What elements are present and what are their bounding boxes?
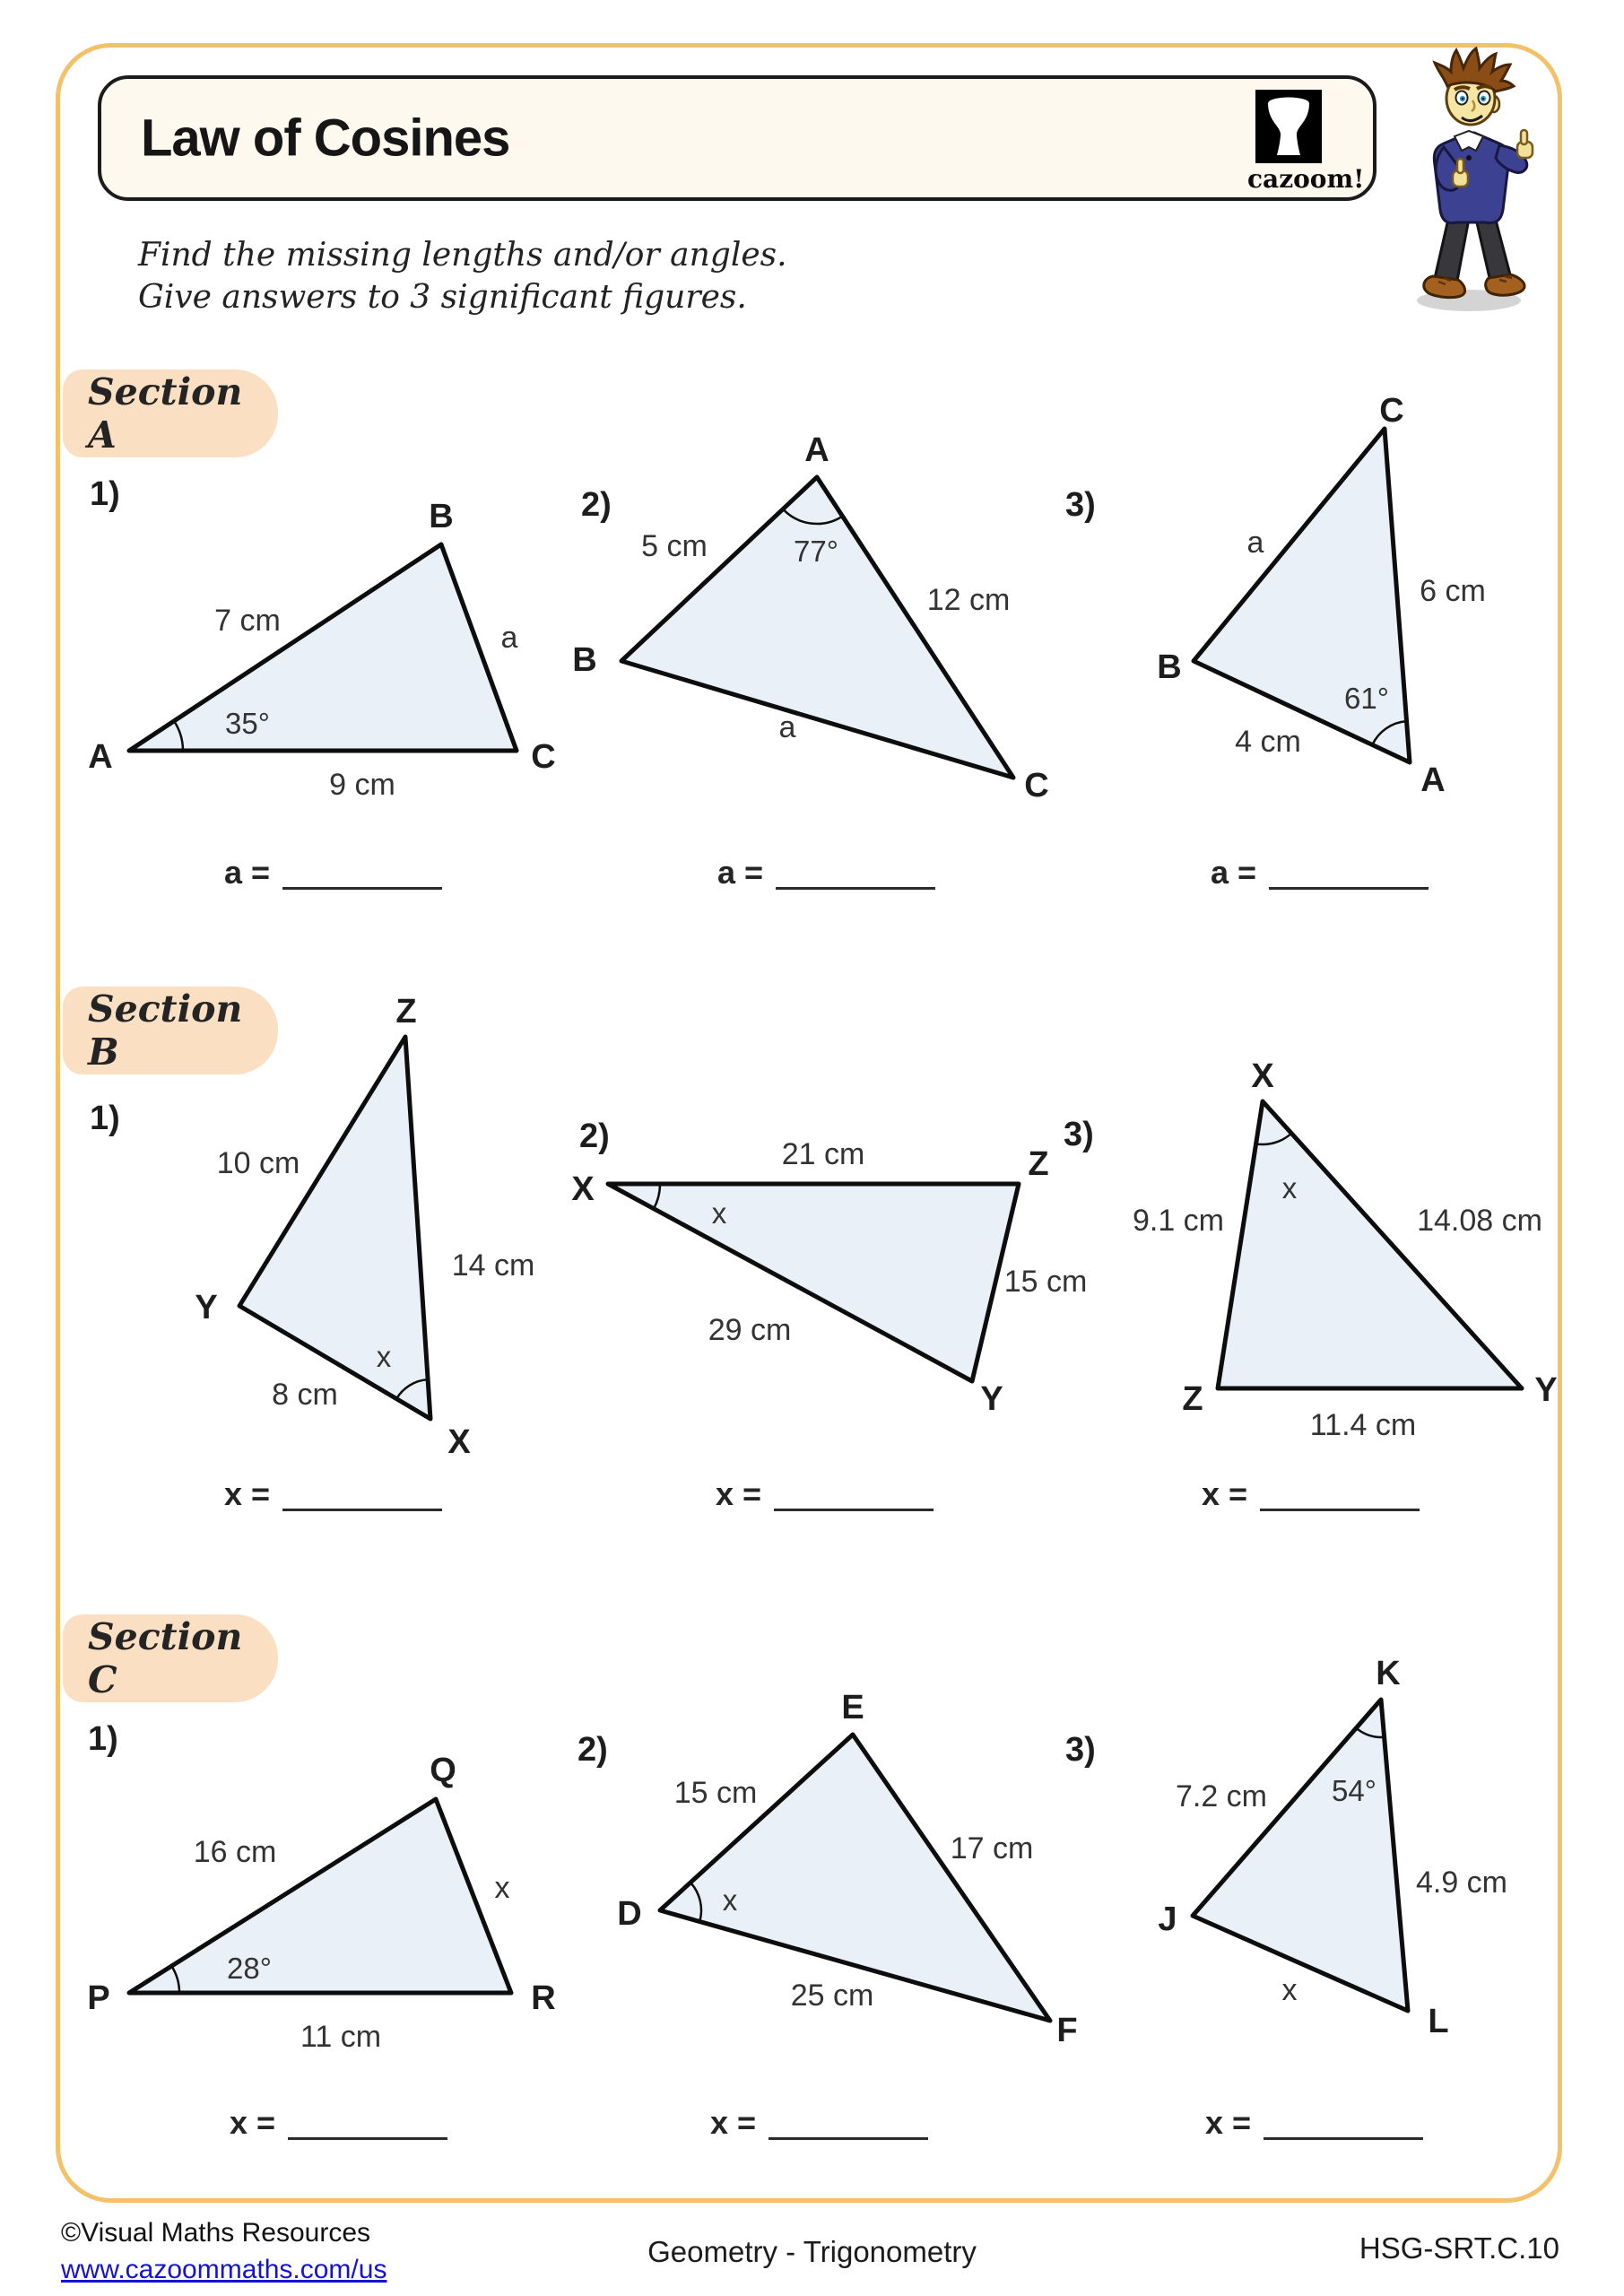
answer-row-s3-p2 <box>710 2104 928 2142</box>
section-label-b: Section B <box>63 987 278 1074</box>
vertex-label-s1-p3-B: B <box>1157 648 1182 686</box>
section-label-c: Section C <box>63 1614 278 1702</box>
triangle-shape-s1-p2 <box>621 477 1013 778</box>
triangle-s1-p3 <box>1157 392 1486 799</box>
vertex-label-s2-p3-Y: Y <box>1534 1371 1558 1409</box>
vertex-label-s2-p2-Z: Z <box>1028 1145 1049 1183</box>
problem-number-s3-p2: 2) <box>578 1731 608 1769</box>
footer-url-link[interactable]: www.cazoommaths.com/us <box>61 2254 387 2284</box>
answer-blank-line-s1-p2 <box>776 883 935 890</box>
angle-label-s1-p3: 61° <box>1344 682 1389 715</box>
answer-label-s2-p3: x = <box>1202 1475 1248 1512</box>
vertex-label-s2-p1-Y: Y <box>195 1289 218 1326</box>
triangle-shape-s1-p1 <box>129 544 517 751</box>
vertex-label-s1-p1-B: B <box>429 498 454 535</box>
vertex-label-s2-p3-Z: Z <box>1182 1380 1203 1418</box>
side-label-s1-p3-2: 4 cm <box>1235 725 1301 759</box>
side-label-s3-p2-2: 25 cm <box>790 1979 874 2013</box>
mascot-boy-illustration <box>1399 47 1542 316</box>
answer-row-s3-p1 <box>230 2104 447 2142</box>
side-label-s2-p2-1: 15 cm <box>1003 1265 1088 1299</box>
side-label-s1-p1-0: 7 cm <box>214 604 281 638</box>
side-label-s3-p3-2: x <box>1281 1973 1298 2007</box>
vertex-label-s3-p3-J: J <box>1158 1900 1177 1938</box>
answer-row-s1-p2 <box>717 854 935 891</box>
vertex-label-s3-p2-D: D <box>617 1895 642 1933</box>
answer-blank-line-s1-p1 <box>282 883 442 890</box>
answer-label-s1-p3: a = <box>1211 854 1257 891</box>
angle-label-s3-p3: 54° <box>1332 1774 1376 1807</box>
vertex-label-s1-p2-C: C <box>1024 767 1049 804</box>
side-label-s3-p3-1: 4.9 cm <box>1415 1866 1508 1900</box>
triangle-s3-p2 <box>617 1689 1077 2049</box>
answer-row-s1-p1 <box>224 854 442 891</box>
triangle-s1-p1 <box>88 498 555 802</box>
triangle-s2-p2 <box>571 1137 1087 1418</box>
answer-blank-line-s2-p2 <box>774 1505 934 1511</box>
vertex-label-s1-p3-A: A <box>1420 761 1446 799</box>
page-title: Law of Cosines <box>141 109 510 168</box>
vertex-label-s2-p2-X: X <box>571 1170 595 1208</box>
vertex-label-s3-p2-E: E <box>841 1689 864 1726</box>
problem-number-s3-p3: 3) <box>1065 1731 1096 1769</box>
problem-number-s2-p1: 1) <box>90 1100 120 1137</box>
answer-row-s3-p3 <box>1205 2104 1423 2142</box>
triangle-s1-p2 <box>572 431 1048 804</box>
side-label-s1-p3-0: a <box>1246 526 1264 560</box>
side-label-s3-p2-0: 15 cm <box>673 1776 758 1810</box>
side-label-s2-p3-2: 9.1 cm <box>1132 1204 1225 1238</box>
instructions-line-1: Find the missing lengths and/or angles. <box>138 237 787 274</box>
vertex-label-s3-p1-R: R <box>531 1979 556 2017</box>
vertex-label-s3-p2-F: F <box>1056 2012 1078 2049</box>
side-label-s1-p2-2: a <box>778 710 796 744</box>
vertex-label-s3-p3-K: K <box>1376 1655 1401 1692</box>
triangle-s3-p3 <box>1158 1655 1507 2040</box>
problem-number-s1-p3: 3) <box>1065 486 1096 524</box>
side-label-s2-p3-0: 14.08 cm <box>1417 1204 1542 1238</box>
vertex-label-s3-p1-Q: Q <box>430 1752 456 1789</box>
vertex-label-s3-p3-L: L <box>1428 2003 1449 2040</box>
problem-number-s2-p2: 2) <box>579 1118 610 1155</box>
footer-standard-code: HSG-SRT.C.10 <box>1359 2231 1559 2265</box>
angle-label-s1-p2: 77° <box>794 535 838 568</box>
vertex-label-s1-p2-A: A <box>804 431 829 469</box>
vertex-label-s2-p2-Y: Y <box>980 1380 1003 1418</box>
side-label-s3-p1-2: 11 cm <box>300 2020 382 2054</box>
angle-label-s3-p1: 28° <box>227 1952 272 1985</box>
vertex-label-s1-p3-C: C <box>1379 392 1404 430</box>
answer-blank-line-s3-p3 <box>1264 2134 1423 2140</box>
triangle-s3-p1 <box>87 1752 555 2054</box>
triangle-shape-s2-p1 <box>239 1037 430 1419</box>
footer-subject: Geometry - Trigonometry <box>647 2235 977 2268</box>
triangle-shape-s3-p3 <box>1193 1700 1408 2011</box>
side-label-s3-p1-1: x <box>494 1871 510 1905</box>
side-label-s1-p1-1: a <box>500 621 518 655</box>
answer-label-s3-p2: x = <box>710 2104 757 2141</box>
logo-text: cazoom! <box>1247 164 1365 194</box>
answer-row-s2-p2 <box>716 1475 934 1513</box>
triangle-shape-s3-p1 <box>129 1799 511 1993</box>
vertex-label-s3-p1-P: P <box>87 1979 110 2017</box>
answer-label-s3-p1: x = <box>230 2104 276 2141</box>
side-label-s1-p2-1: 12 cm <box>926 583 1011 617</box>
side-label-s1-p2-0: 5 cm <box>641 529 708 563</box>
answer-blank-line-s1-p3 <box>1269 883 1429 890</box>
problem-number-s1-p1: 1) <box>90 475 120 513</box>
answer-blank-line-s3-p1 <box>288 2134 447 2140</box>
side-label-s2-p2-2: 21 cm <box>781 1137 865 1171</box>
answer-label-s1-p1: a = <box>224 854 271 891</box>
vertex-label-s1-p1-A: A <box>88 738 113 776</box>
triangle-s2-p3 <box>1133 1057 1558 1442</box>
section-label-a: Section A <box>63 370 278 457</box>
answer-label-s3-p3: x = <box>1205 2104 1252 2141</box>
side-label-s1-p1-2: 9 cm <box>329 768 395 802</box>
vertex-label-s2-p1-Z: Z <box>395 993 417 1031</box>
instructions-line-2: Give answers to 3 significant figures. <box>138 278 747 316</box>
side-label-s2-p3-1: 11.4 cm <box>1309 1408 1417 1442</box>
problem-number-s2-p3: 3) <box>1064 1116 1094 1153</box>
triangle-s2-p1 <box>195 993 534 1461</box>
answer-row-s2-p3 <box>1202 1475 1420 1513</box>
triangle-shape-s2-p2 <box>608 1184 1019 1381</box>
side-label-s2-p1-2: 14 cm <box>451 1248 535 1283</box>
answer-row-s1-p3 <box>1211 854 1429 891</box>
vertex-label-s2-p3-X: X <box>1251 1057 1274 1095</box>
answer-blank-line-s2-p3 <box>1260 1505 1420 1511</box>
side-label-s3-p2-1: 17 cm <box>950 1831 1034 1866</box>
footer-copyright: ©Visual Maths Resources <box>61 2218 371 2248</box>
answer-label-s2-p1: x = <box>224 1475 271 1512</box>
angle-label-s2-p2: x <box>711 1196 727 1230</box>
side-label-s3-p1-0: 16 cm <box>193 1835 277 1869</box>
side-label-s1-p3-1: 6 cm <box>1420 574 1486 608</box>
problem-number-s1-p2: 2) <box>581 486 612 524</box>
answer-row-s2-p1 <box>224 1475 442 1513</box>
side-label-s3-p3-0: 7.2 cm <box>1175 1779 1268 1813</box>
answer-label-s2-p2: x = <box>716 1475 762 1512</box>
answer-blank-line-s2-p1 <box>282 1505 442 1511</box>
answer-blank-line-s3-p2 <box>769 2134 928 2140</box>
angle-label-s1-p1: 35° <box>225 707 270 740</box>
vertex-label-s2-p1-X: X <box>447 1423 471 1461</box>
angle-label-s2-p3: x <box>1281 1171 1298 1205</box>
side-label-s2-p2-0: 29 cm <box>708 1313 792 1347</box>
vertex-label-s1-p2-B: B <box>572 641 597 679</box>
side-label-s2-p1-1: 10 cm <box>216 1146 300 1180</box>
angle-label-s2-p1: x <box>376 1340 392 1373</box>
answer-label-s1-p2: a = <box>717 854 764 891</box>
vertex-label-s1-p1-C: C <box>531 738 556 776</box>
side-label-s2-p1-0: 8 cm <box>272 1378 338 1412</box>
problem-number-s3-p1: 1) <box>88 1720 118 1758</box>
angle-label-s3-p2: x <box>722 1883 738 1917</box>
